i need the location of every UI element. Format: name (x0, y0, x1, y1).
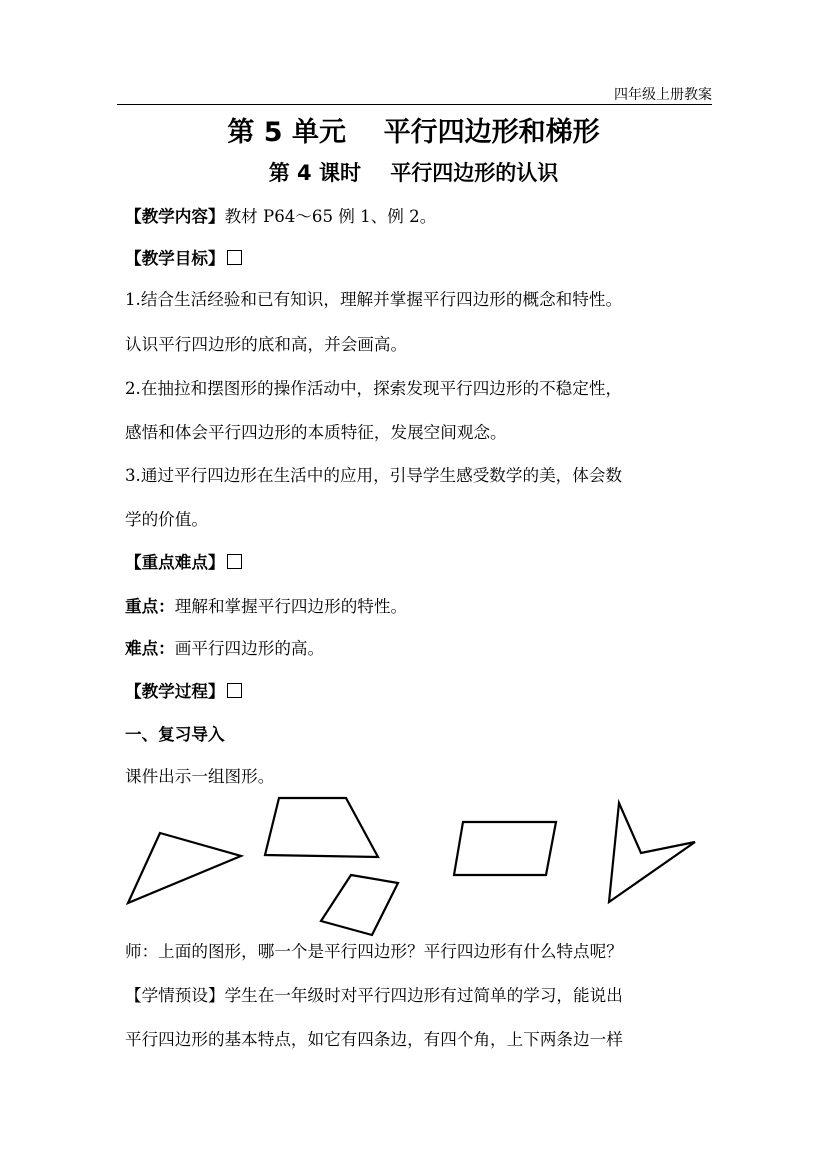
content-label: 【教学内容】 (125, 207, 225, 226)
doc-label: 四年级上册教案 (614, 87, 712, 103)
triangle-shape (128, 833, 241, 903)
parallelogram-shape (454, 822, 556, 875)
diff-text: 画平行四边形的高。 (174, 639, 325, 658)
trapezoid-shape (265, 798, 378, 857)
process-label: 【教学过程】 (125, 682, 225, 701)
section-1-heading: 一、复习导入 (125, 725, 225, 744)
goal-3-line-1: 3.通过平行四边形在生活中的应用，引导学生感受数学的美，体会数 (125, 466, 623, 485)
quadrilateral-shape (321, 875, 398, 935)
page-title: 第 5 单元 平行四边形和梯形 (227, 117, 600, 148)
keypoints-label: 【重点难点】 (125, 553, 225, 572)
goal-1-line-2: 认识平行四边形的底和高，并会画高。 (125, 335, 408, 354)
goals-label: 【教学目标】 (125, 249, 225, 268)
key-label: 重点： (125, 597, 175, 616)
goal-1-line-1: 1.结合生活经验和已有知识，理解并掌握平行四边形的概念和特性。 (125, 290, 623, 309)
preset-label: 【学情预设】 (125, 986, 225, 1005)
concave-quadrilateral-shape (609, 803, 695, 902)
page-subtitle: 第 4 课时 平行四边形的认识 (268, 161, 559, 185)
preset-line-1 (125, 984, 709, 1008)
goal-2-line-2: 感悟和体会平行四边形的本质特征，发展空间观念。 (125, 423, 507, 442)
preset-text-1: 学生在一年级时对平行四边形有过简单的学习，能说出 (224, 986, 623, 1005)
goal-3-line-2: 学的价值。 (125, 510, 208, 529)
diff-label: 难点： (125, 639, 175, 658)
preset-line-2: 平行四边形的基本特点，如它有四条边，有四个角，上下两条边一样 (125, 1030, 623, 1049)
key-text: 理解和掌握平行四边形的特性。 (174, 597, 408, 616)
question-line: 师：上面的图形，哪一个是平行四边形？平行四边形有什么特点呢？ (125, 942, 623, 961)
intro-line: 课件出示一组图形。 (125, 767, 275, 786)
content-text: 教材 P64～65 例 1、例 2。 (224, 207, 437, 226)
goal-2-line-1: 2.在抽拉和摆图形的操作活动中，探索发现平行四边形的不稳定性， (125, 379, 623, 398)
